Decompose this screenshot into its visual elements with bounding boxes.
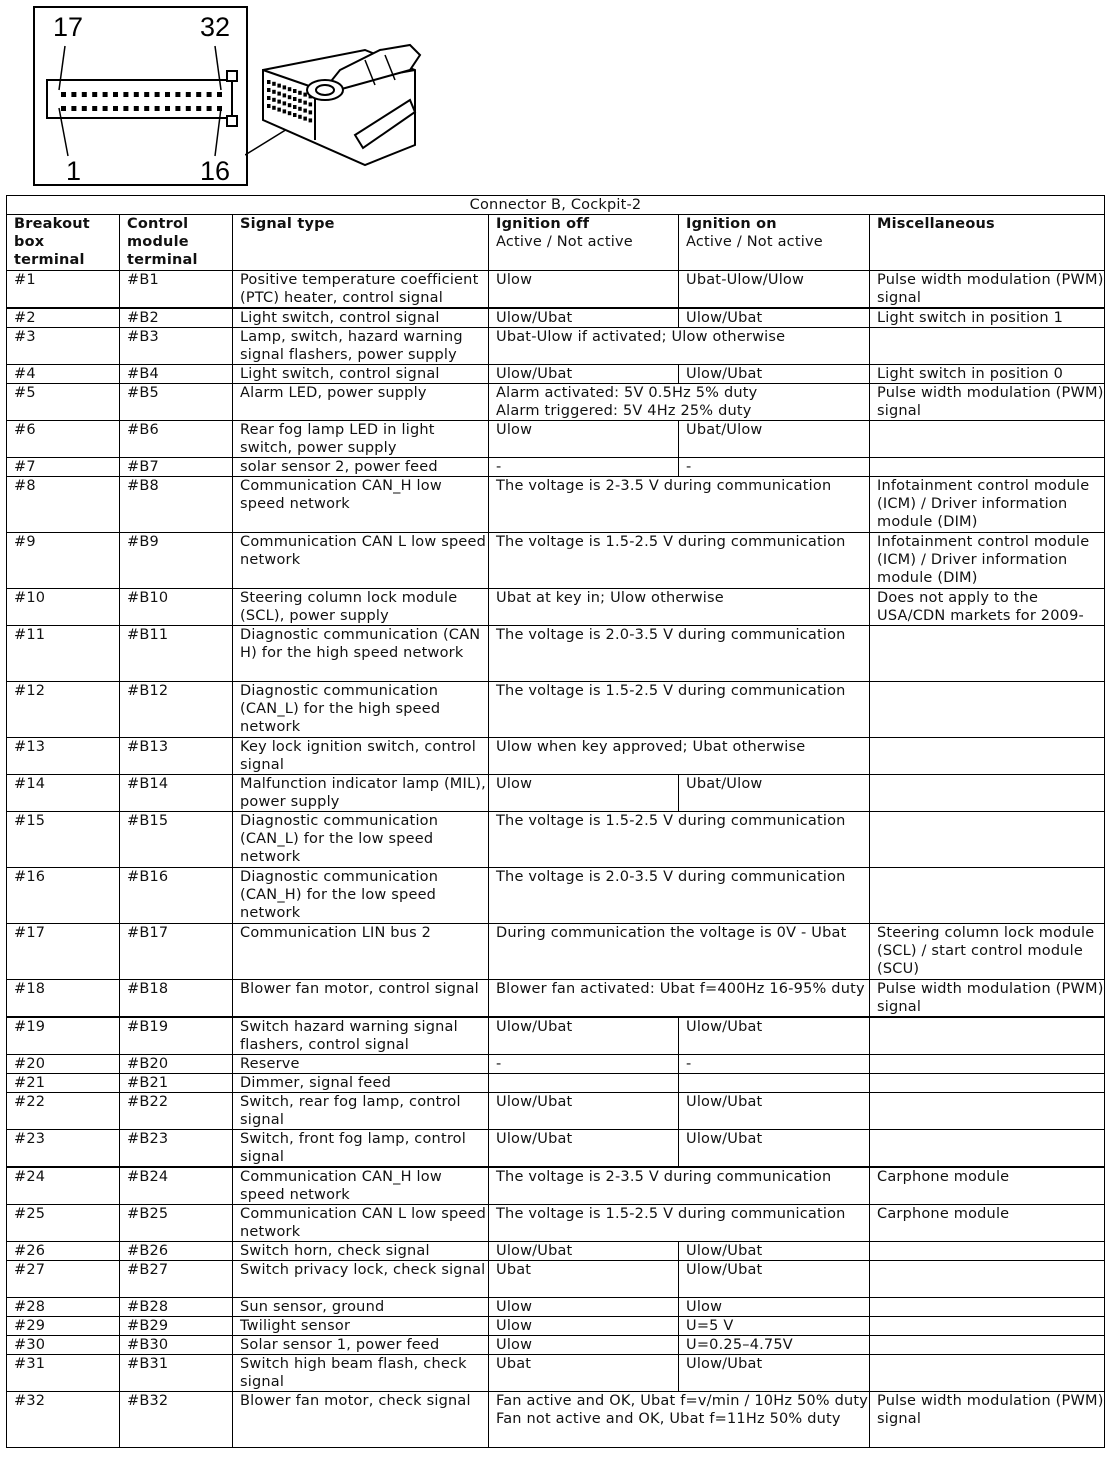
signal-type-cell: Switch high beam flash, check signal: [233, 1355, 489, 1392]
ignition-line: Fan active and OK, Ubat f=v/min / 10Hz 50% duty: [496, 1393, 869, 1409]
table-row: [7, 738, 1105, 775]
control-terminal-cell: #B28: [120, 1298, 233, 1317]
pin-dot: [175, 92, 180, 97]
ignition-off-cell: Ulow: [489, 1317, 679, 1336]
header-ign-off-sub: Active / Not active: [496, 234, 633, 250]
plug-pin: [303, 109, 307, 113]
miscellaneous-cell: Does not apply to the USA/CDN markets for 2009-: [870, 589, 1105, 626]
ignition-off-cell: Ulow/Ubat: [489, 1017, 679, 1055]
plug-pin: [272, 90, 276, 94]
table-row: [7, 1336, 1105, 1355]
ignition-off-cell: Ulow/Ubat: [489, 1242, 679, 1261]
control-terminal-cell: #B12: [120, 682, 233, 738]
pin-dot: [134, 92, 139, 97]
signal-type-cell: Key lock ignition switch, control signal: [233, 738, 489, 775]
breakout-terminal-cell: #7: [7, 458, 120, 477]
table-row: [7, 271, 1105, 309]
signal-type-cell: Communication LIN bus 2: [233, 924, 489, 980]
signal-type-cell: Twilight sensor: [233, 1317, 489, 1336]
ignition-combined-cell: During communication the voltage is 0V - Ubat: [489, 924, 870, 980]
breakout-terminal-cell: #2: [7, 308, 120, 328]
miscellaneous-cell: [870, 458, 1105, 477]
signal-type-cell: Sun sensor, ground: [233, 1298, 489, 1317]
plug-pin: [288, 111, 292, 115]
pin-dot: [186, 106, 191, 111]
ignition-off-cell: Ulow/Ubat: [489, 1093, 679, 1130]
table-row: [7, 1055, 1105, 1074]
pin-label-32: 32: [200, 12, 231, 42]
control-terminal-cell: #B19: [120, 1017, 233, 1055]
plug-pin: [288, 87, 292, 91]
header-ign-off-label: Ignition off: [496, 216, 590, 232]
table-row: [7, 1074, 1105, 1093]
control-terminal-cell: #B20: [120, 1055, 233, 1074]
table-row: [7, 1298, 1105, 1317]
pin-dot: [61, 92, 66, 97]
plug-pin: [267, 104, 271, 108]
miscellaneous-cell: Light switch in position 0: [870, 365, 1105, 384]
signal-type-cell: Blower fan motor, check signal: [233, 1392, 489, 1448]
miscellaneous-cell: [870, 328, 1105, 365]
plug-pin: [303, 101, 307, 105]
plug-pin: [293, 113, 297, 117]
ignition-off-cell: Ulow: [489, 1336, 679, 1355]
ignition-combined-cell: [489, 384, 870, 421]
table-row: [7, 812, 1105, 868]
control-terminal-cell: #B16: [120, 868, 233, 924]
miscellaneous-cell: Infotainment control module (ICM) / Driver information module (DIM): [870, 477, 1105, 533]
miscellaneous-cell: [870, 1093, 1105, 1130]
ignition-on-cell: Ulow/Ubat: [679, 1242, 870, 1261]
plug-pin: [283, 85, 287, 89]
ignition-off-cell: [489, 1074, 679, 1093]
signal-type-cell: Diagnostic communication (CAN_L) for the high speed network: [233, 682, 489, 738]
ignition-combined-cell: Ulow when key approved; Ubat otherwise: [489, 738, 870, 775]
header-ign-on: [679, 215, 870, 271]
miscellaneous-cell: [870, 738, 1105, 775]
header-misc: Miscellaneous: [870, 215, 1105, 271]
pin-dot: [155, 106, 160, 111]
pin-dot: [207, 92, 212, 97]
plug-pin: [272, 98, 276, 102]
miscellaneous-cell: [870, 1130, 1105, 1168]
plug-pin: [293, 105, 297, 109]
breakout-terminal-cell: #4: [7, 365, 120, 384]
pin-dot: [217, 92, 222, 97]
pinout-table: [6, 195, 1105, 1448]
control-terminal-cell: #B21: [120, 1074, 233, 1093]
miscellaneous-cell: Pulse width modulation (PWM) signal: [870, 980, 1105, 1018]
pin-dot: [175, 106, 180, 111]
miscellaneous-cell: [870, 1355, 1105, 1392]
ignition-on-cell: -: [679, 458, 870, 477]
signal-type-cell: Switch, rear fog lamp, control signal: [233, 1093, 489, 1130]
control-terminal-cell: #B3: [120, 328, 233, 365]
breakout-terminal-cell: #13: [7, 738, 120, 775]
ignition-off-cell: -: [489, 1055, 679, 1074]
breakout-terminal-cell: #23: [7, 1130, 120, 1168]
plug-pin: [298, 107, 302, 111]
control-terminal-cell: #B1: [120, 271, 233, 309]
breakout-terminal-cell: #32: [7, 1392, 120, 1448]
plug-pin: [267, 80, 271, 84]
ignition-on-cell: Ulow/Ubat: [679, 365, 870, 384]
breakout-terminal-cell: #14: [7, 775, 120, 812]
pin-dot: [103, 106, 108, 111]
pin-dot: [155, 92, 160, 97]
ignition-off-cell: Ulow: [489, 271, 679, 309]
pin-dot: [165, 92, 170, 97]
plug-pin: [272, 82, 276, 86]
signal-type-cell: Dimmer, signal feed: [233, 1074, 489, 1093]
table-row: [7, 477, 1105, 533]
pin-dot: [82, 106, 87, 111]
plug-pin: [298, 91, 302, 95]
breakout-terminal-cell: #28: [7, 1298, 120, 1317]
pin-dot: [165, 106, 170, 111]
control-terminal-cell: #B30: [120, 1336, 233, 1355]
table-row: [7, 682, 1105, 738]
pin-dot: [144, 92, 149, 97]
signal-type-cell: Switch privacy lock, check signal: [233, 1261, 489, 1298]
breakout-terminal-cell: #21: [7, 1074, 120, 1093]
pin-dot: [144, 106, 149, 111]
breakout-terminal-cell: #26: [7, 1242, 120, 1261]
ignition-combined-cell: The voltage is 1.5-2.5 V during communication: [489, 682, 870, 738]
miscellaneous-cell: [870, 1242, 1105, 1261]
miscellaneous-cell: [870, 1317, 1105, 1336]
control-terminal-cell: #B31: [120, 1355, 233, 1392]
breakout-terminal-cell: #29: [7, 1317, 120, 1336]
miscellaneous-cell: [870, 626, 1105, 682]
table-row: [7, 1167, 1105, 1205]
breakout-terminal-cell: #17: [7, 924, 120, 980]
ignition-off-cell: Ulow: [489, 775, 679, 812]
miscellaneous-cell: Light switch in position 1: [870, 308, 1105, 328]
pin-dot: [103, 92, 108, 97]
plug-pin: [267, 88, 271, 92]
ignition-on-cell: Ulow/Ubat: [679, 1017, 870, 1055]
plug-pin: [288, 103, 292, 107]
breakout-terminal-cell: #19: [7, 1017, 120, 1055]
control-terminal-cell: #B8: [120, 477, 233, 533]
control-terminal-cell: #B22: [120, 1093, 233, 1130]
signal-type-cell: Malfunction indicator lamp (MIL), power supply: [233, 775, 489, 812]
ignition-off-cell: Ulow/Ubat: [489, 1130, 679, 1168]
plug-pin: [298, 99, 302, 103]
signal-type-cell: Rear fog lamp LED in light switch, power supply: [233, 421, 489, 458]
ignition-on-cell: Ulow/Ubat: [679, 1093, 870, 1130]
breakout-terminal-cell: #27: [7, 1261, 120, 1298]
control-terminal-cell: #B26: [120, 1242, 233, 1261]
table-row: [7, 626, 1105, 682]
breakout-terminal-cell: #11: [7, 626, 120, 682]
plug-pin: [267, 96, 271, 100]
miscellaneous-cell: [870, 1055, 1105, 1074]
ignition-combined-cell: [489, 1392, 870, 1448]
pin-dot: [82, 92, 87, 97]
ignition-on-cell: Ulow/Ubat: [679, 1261, 870, 1298]
ignition-combined-cell: The voltage is 2.0-3.5 V during communication: [489, 868, 870, 924]
plug-pin: [309, 118, 313, 122]
pin-dot: [134, 106, 139, 111]
signal-type-cell: Light switch, control signal: [233, 308, 489, 328]
pinout-table-container: [6, 195, 1104, 1448]
plug-pin: [293, 89, 297, 93]
pin-dot: [71, 92, 76, 97]
table-row: [7, 1355, 1105, 1392]
miscellaneous-cell: Pulse width modulation (PWM) signal: [870, 384, 1105, 421]
control-terminal-cell: #B15: [120, 812, 233, 868]
control-terminal-cell: #B17: [120, 924, 233, 980]
breakout-terminal-cell: #9: [7, 533, 120, 589]
table-row: [7, 1130, 1105, 1168]
header-ign-on-sub: Active / Not active: [686, 234, 823, 250]
table-row: [7, 775, 1105, 812]
control-terminal-cell: #B29: [120, 1317, 233, 1336]
signal-type-cell: Communication CAN L low speed network: [233, 1205, 489, 1242]
miscellaneous-cell: [870, 1261, 1105, 1298]
breakout-terminal-cell: #15: [7, 812, 120, 868]
ignition-on-cell: Ubat-Ulow/Ulow: [679, 271, 870, 309]
table-row: [7, 365, 1105, 384]
ignition-combined-cell: The voltage is 2-3.5 V during communication: [489, 1167, 870, 1205]
control-terminal-cell: #B14: [120, 775, 233, 812]
plug-pin: [293, 97, 297, 101]
table-row: [7, 533, 1105, 589]
control-terminal-cell: #B10: [120, 589, 233, 626]
control-terminal-cell: #B11: [120, 626, 233, 682]
connector-plug-icon: [245, 40, 445, 175]
table-row: [7, 1017, 1105, 1055]
control-terminal-cell: #B32: [120, 1392, 233, 1448]
table-row: [7, 308, 1105, 328]
plug-pin: [283, 93, 287, 97]
ignition-on-cell: [679, 1074, 870, 1093]
control-terminal-cell: #B18: [120, 980, 233, 1018]
plug-pin: [303, 117, 307, 121]
miscellaneous-cell: [870, 775, 1105, 812]
breakout-terminal-cell: #8: [7, 477, 120, 533]
table-row: [7, 980, 1105, 1018]
pin-dot: [113, 92, 118, 97]
signal-type-cell: Diagnostic communication (CAN H) for the high speed network: [233, 626, 489, 682]
ignition-on-cell: Ulow/Ubat: [679, 1355, 870, 1392]
miscellaneous-cell: Carphone module: [870, 1205, 1105, 1242]
pin-dot: [71, 106, 76, 111]
table-row: [7, 1317, 1105, 1336]
miscellaneous-cell: [870, 1298, 1105, 1317]
ignition-combined-cell: The voltage is 1.5-2.5 V during communication: [489, 533, 870, 589]
table-row: [7, 1392, 1105, 1448]
miscellaneous-cell: [870, 1074, 1105, 1093]
header-control: Control module terminal: [120, 215, 233, 271]
breakout-terminal-cell: #31: [7, 1355, 120, 1392]
miscellaneous-cell: Pulse width modulation (PWM) signal: [870, 1392, 1105, 1448]
breakout-terminal-cell: #18: [7, 980, 120, 1018]
ignition-on-cell: Ulow/Ubat: [679, 1130, 870, 1168]
pin-dot: [207, 106, 212, 111]
signal-type-cell: Switch hazard warning signal flashers, control signal: [233, 1017, 489, 1055]
pin-dot: [186, 92, 191, 97]
ignition-off-cell: Ulow/Ubat: [489, 308, 679, 328]
ignition-off-cell: Ubat: [489, 1355, 679, 1392]
pin-label-17: 17: [53, 12, 84, 42]
plug-pin: [277, 92, 281, 96]
signal-type-cell: Diagnostic communication (CAN_H) for the low speed network: [233, 868, 489, 924]
signal-type-cell: Switch, front fog lamp, control signal: [233, 1130, 489, 1168]
ignition-combined-cell: The voltage is 2.0-3.5 V during communication: [489, 626, 870, 682]
pin-dot: [196, 106, 201, 111]
signal-type-cell: Communication CAN L low speed network: [233, 533, 489, 589]
control-terminal-cell: #B13: [120, 738, 233, 775]
table-row: [7, 1242, 1105, 1261]
pin-dot: [92, 106, 97, 111]
signal-type-cell: solar sensor 2, power feed: [233, 458, 489, 477]
control-terminal-cell: #B24: [120, 1167, 233, 1205]
header-ign-off: [489, 215, 679, 271]
pin-dot: [61, 106, 66, 111]
signal-type-cell: Communication CAN_H low speed network: [233, 1167, 489, 1205]
breakout-terminal-cell: #3: [7, 328, 120, 365]
miscellaneous-cell: [870, 682, 1105, 738]
plug-pin: [277, 108, 281, 112]
pin-dot: [196, 92, 201, 97]
plug-pin: [298, 115, 302, 119]
ignition-combined-cell: The voltage is 1.5-2.5 V during communication: [489, 1205, 870, 1242]
ignition-off-cell: -: [489, 458, 679, 477]
plug-pin: [309, 102, 313, 106]
signal-type-cell: Blower fan motor, control signal: [233, 980, 489, 1018]
miscellaneous-cell: [870, 1336, 1105, 1355]
ignition-combined-cell: Ubat at key in; Ulow otherwise: [489, 589, 870, 626]
header-ign-on-label: Ignition on: [686, 216, 777, 232]
plug-pin: [272, 106, 276, 110]
signal-type-cell: Communication CAN_H low speed network: [233, 477, 489, 533]
ignition-combined-cell: Blower fan activated: Ubat f=400Hz 16-95% duty: [489, 980, 870, 1018]
ignition-combined-cell: The voltage is 1.5-2.5 V during communication: [489, 812, 870, 868]
miscellaneous-cell: Infotainment control module (ICM) / Driver information module (DIM): [870, 533, 1105, 589]
miscellaneous-cell: [870, 868, 1105, 924]
table-row: [7, 384, 1105, 421]
signal-type-cell: Solar sensor 1, power feed: [233, 1336, 489, 1355]
miscellaneous-cell: Carphone module: [870, 1167, 1105, 1205]
signal-type-cell: Diagnostic communication (CAN_L) for the low speed network: [233, 812, 489, 868]
ignition-on-cell: -: [679, 1055, 870, 1074]
plug-pin: [283, 101, 287, 105]
breakout-terminal-cell: #25: [7, 1205, 120, 1242]
table-row: [7, 421, 1105, 458]
ignition-line: Alarm activated: 5V 0.5Hz 5% duty: [496, 385, 758, 401]
breakout-terminal-cell: #6: [7, 421, 120, 458]
table-row: [7, 458, 1105, 477]
breakout-terminal-cell: #30: [7, 1336, 120, 1355]
table-row: [7, 924, 1105, 980]
breakout-terminal-cell: #12: [7, 682, 120, 738]
control-terminal-cell: #B7: [120, 458, 233, 477]
ignition-on-cell: Ulow: [679, 1298, 870, 1317]
breakout-terminal-cell: #22: [7, 1093, 120, 1130]
breakout-terminal-cell: #24: [7, 1167, 120, 1205]
ignition-on-cell: Ubat/Ulow: [679, 775, 870, 812]
pin-label-16: 16: [200, 156, 231, 186]
control-terminal-cell: #B9: [120, 533, 233, 589]
connector-diagram: [33, 6, 248, 186]
ignition-on-cell: Ubat/Ulow: [679, 421, 870, 458]
ignition-line: Alarm triggered: 5V 4Hz 25% duty: [496, 403, 752, 419]
signal-type-cell: Lamp, switch, hazard warning signal flashers, power supply: [233, 328, 489, 365]
pin-dot: [113, 106, 118, 111]
plug-pin: [303, 93, 307, 97]
ignition-off-cell: Ulow/Ubat: [489, 365, 679, 384]
table-caption: Connector B, Cockpit-2: [7, 196, 1105, 215]
plug-pin: [277, 84, 281, 88]
ignition-on-cell: U=5 V: [679, 1317, 870, 1336]
miscellaneous-cell: [870, 812, 1105, 868]
signal-type-cell: Light switch, control signal: [233, 365, 489, 384]
ignition-combined-cell: The voltage is 2-3.5 V during communication: [489, 477, 870, 533]
table-row: [7, 1093, 1105, 1130]
table-row: [7, 1205, 1105, 1242]
breakout-terminal-cell: #1: [7, 271, 120, 309]
plug-pin: [283, 109, 287, 113]
miscellaneous-cell: Steering column lock module (SCL) / start control module (SCU): [870, 924, 1105, 980]
pin-label-1: 1: [66, 156, 82, 186]
control-terminal-cell: #B2: [120, 308, 233, 328]
pin-dot: [92, 92, 97, 97]
control-terminal-cell: #B27: [120, 1261, 233, 1298]
control-terminal-cell: #B23: [120, 1130, 233, 1168]
ignition-on-cell: Ulow/Ubat: [679, 308, 870, 328]
ignition-off-cell: Ulow: [489, 421, 679, 458]
miscellaneous-cell: [870, 1017, 1105, 1055]
ignition-combined-cell: Ubat-Ulow if activated; Ulow otherwise: [489, 328, 870, 365]
table-row: [7, 589, 1105, 626]
breakout-terminal-cell: #16: [7, 868, 120, 924]
ignition-on-cell: U=0.25–4.75V: [679, 1336, 870, 1355]
pin-dot: [123, 92, 128, 97]
control-terminal-cell: #B6: [120, 421, 233, 458]
table-row: [7, 868, 1105, 924]
signal-type-cell: Steering column lock module (SCL), power supply: [233, 589, 489, 626]
signal-type-cell: Positive temperature coefficient (PTC) heater, control signal: [233, 271, 489, 309]
miscellaneous-cell: Pulse width modulation (PWM) signal: [870, 271, 1105, 309]
connector-face-icon: [35, 8, 246, 184]
plug-pin: [309, 110, 313, 114]
table-row: [7, 328, 1105, 365]
ignition-off-cell: Ulow: [489, 1298, 679, 1317]
breakout-terminal-cell: #10: [7, 589, 120, 626]
plug-pin: [277, 100, 281, 104]
control-terminal-cell: #B25: [120, 1205, 233, 1242]
ignition-off-cell: Ubat: [489, 1261, 679, 1298]
signal-type-cell: Reserve: [233, 1055, 489, 1074]
table-row: [7, 1261, 1105, 1298]
pin-dot: [123, 106, 128, 111]
ignition-line: Fan not active and OK, Ubat f=11Hz 50% duty: [496, 1411, 841, 1427]
miscellaneous-cell: [870, 421, 1105, 458]
signal-type-cell: Switch horn, check signal: [233, 1242, 489, 1261]
control-terminal-cell: #B4: [120, 365, 233, 384]
breakout-terminal-cell: #5: [7, 384, 120, 421]
plug-pin: [288, 95, 292, 99]
control-terminal-cell: #B5: [120, 384, 233, 421]
header-breakout: Breakout box terminal: [7, 215, 120, 271]
header-signal: Signal type: [233, 215, 489, 271]
breakout-terminal-cell: #20: [7, 1055, 120, 1074]
signal-type-cell: Alarm LED, power supply: [233, 384, 489, 421]
